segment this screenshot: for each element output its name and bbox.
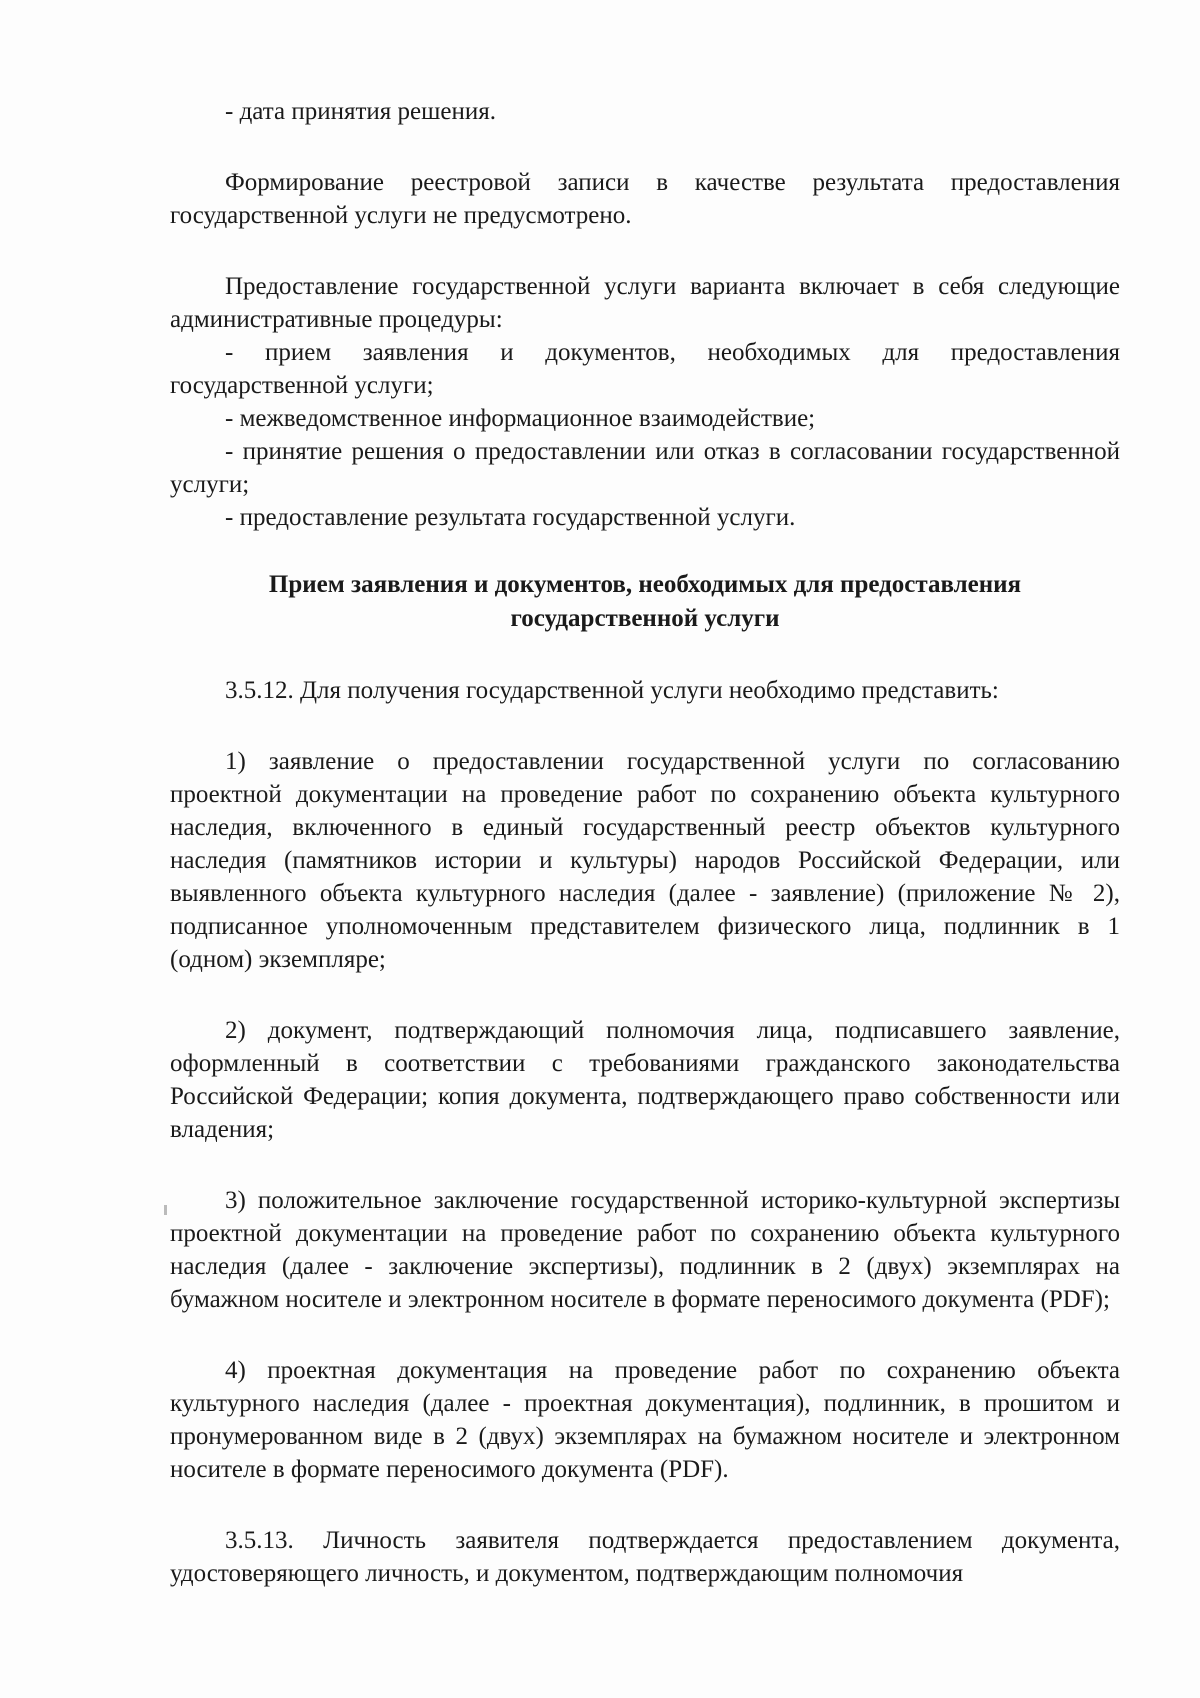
registry-record-paragraph: Формирование реестровой записи в качестве результата предоставления государственной услуги не предусмотрено. xyxy=(170,169,1120,229)
procedure-item: - прием заявления и документов, необходимых для предоставления государственной услуги; xyxy=(170,339,1120,399)
procedure-item: - межведомственное информационное взаимодействие; xyxy=(225,405,816,432)
procedure-item: - предоставление результата государственной услуги. xyxy=(225,504,796,531)
section-heading-line: Прием заявления и документов, необходимых для предоставления xyxy=(268,571,1022,598)
required-document-item-3: 3) положительное заключение государственной историко-культурной экспертизы проектной документации на проведение работ по сохранению объекта культурного наследия (далее - заключение экспертизы), подлинник в 2 (двух) экземплярах на бумажном носителе и электронном носителе в формате переносимого документа (PDF); xyxy=(170,1187,1120,1313)
section-heading xyxy=(170,568,1120,636)
required-document-item-4: 4) проектная документация на проведение работ по сохранению объекта культурного наследия (далее - проектная документация), подлинник, в прошитом и пронумерованном виде в 2 (двух) экземплярах на бумажном носителе и электронном носителе в формате переносимого документа (PDF). xyxy=(170,1357,1120,1483)
decision-date-line: - дата принятия решения. xyxy=(225,98,496,125)
required-document-item-2: 2) документ, подтверждающий полномочия лица, подписавшего заявление, оформленный в соответствии с требованиями гражданского законодательства Российской Федерации; копия документа, подтверждающего право собственности или владения; xyxy=(170,1017,1120,1143)
document-body xyxy=(170,95,1120,1590)
scan-artifact-mark xyxy=(164,1205,167,1215)
procedures-intro-paragraph: Предоставление государственной услуги варианта включает в себя следующие административные процедуры: xyxy=(170,273,1120,333)
required-document-item-1: 1) заявление о предоставлении государственной услуги по согласованию проектной документации на проведение работ по сохранению объекта культурного наследия, включенного в единый государственный реестр объектов культурного наследия (памятников истории и культуры) народов Российской Федерации, или выявленного объекта культурного наследия (далее - заявление) (приложение № 2), подписанное уполномоченным представителем физического лица, подлинник в 1 (одном) экземпляре; xyxy=(170,748,1120,973)
section-heading-line: государственной услуги xyxy=(510,605,780,632)
clause-3-5-12: 3.5.12. Для получения государственной услуги необходимо представить: xyxy=(225,677,999,704)
clause-3-5-13: 3.5.13. Личность заявителя подтверждается предоставлением документа, удостоверяющего личность, и документом, подтверждающим полномочия xyxy=(170,1527,1120,1587)
procedure-item: - принятие решения о предоставлении или отказ в согласовании государственной услуги; xyxy=(170,438,1120,498)
